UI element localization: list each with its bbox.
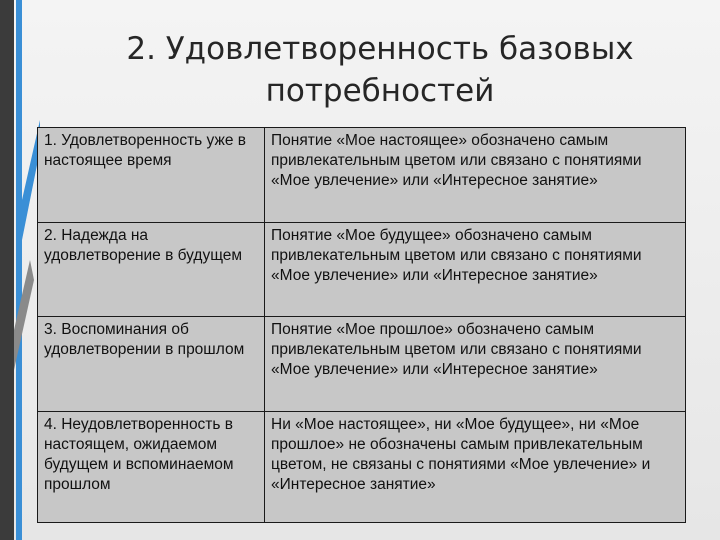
criterion-cell: 2. Надежда на удовлетворение в будущем [38,222,265,317]
description-cell: Понятие «Мое будущее» обозначено самым привлекательным цветом или связано с понятиями «Мое увлечение» или «Интересное занятие» [265,222,686,317]
description-cell: Понятие «Мое настоящее» обозначено самым привлекательным цветом или связано с понятиями «Мое увлечение» или «Интересное занятие» [265,128,686,223]
slide-title: 2. Удовлетворенность базовых потребностей [126,31,634,109]
criterion-cell: 1. Удовлетворенность уже в настоящее время [38,128,265,223]
table-row [38,222,686,317]
table-row [38,317,686,412]
description-cell: Понятие «Мое прошлое» обозначено самым привлекательным цветом или связано с понятиями «Мое увлечение» или «Интересное занятие» [265,317,686,412]
decorative-stripes [0,0,40,540]
dark-stripe [0,0,14,540]
table-row [38,412,686,523]
criterion-cell: 4. Неудовлетворенность в настоящем, ожидаемом будущем и вспоминаемом прошлом [38,412,265,523]
criteria-table [37,127,686,523]
table-row [38,128,686,223]
criterion-cell: 3. Воспоминания об удовлетворении в прошлом [38,317,265,412]
blue-stripe [16,0,22,540]
description-cell: Ни «Мое настоящее», ни «Мое будущее», ни «Мое прошлое» не обозначены самым привлекательным цветом, не связаны с понятиями «Мое увлечение» и «Интересное занятие» [265,412,686,523]
